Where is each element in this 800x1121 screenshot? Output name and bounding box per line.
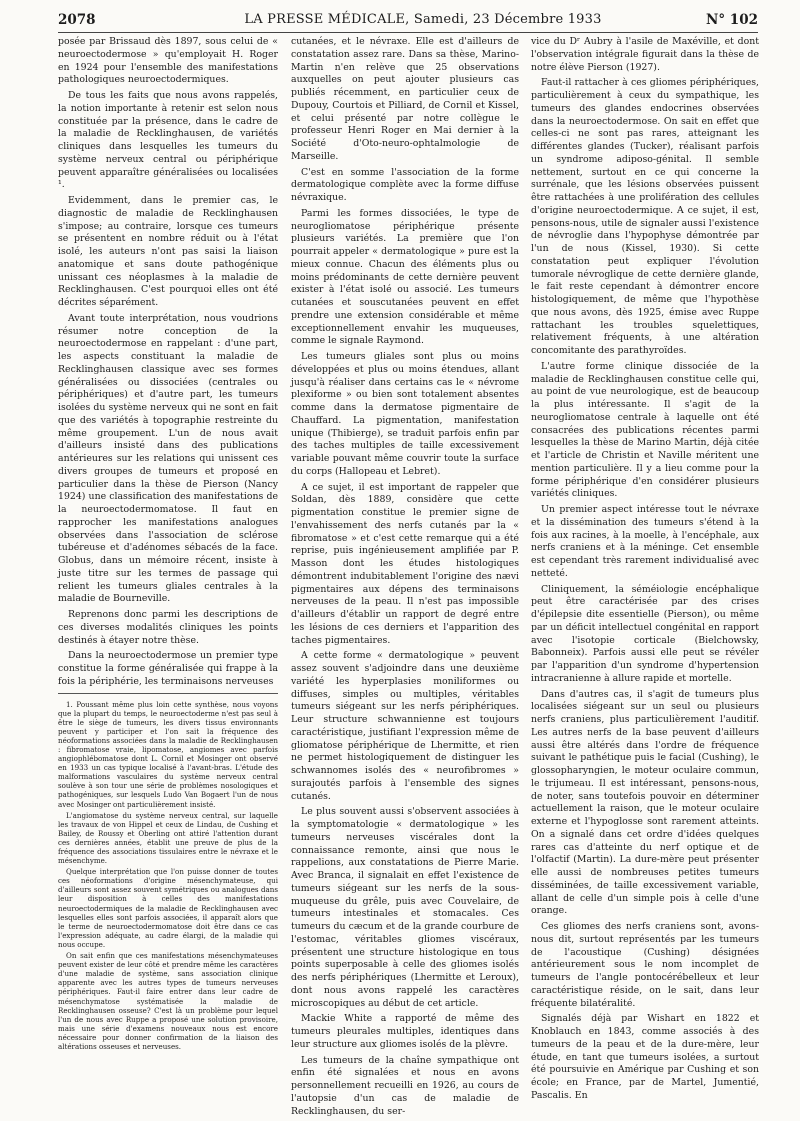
paragraph: Avant toute interprétation, nous voudrions résumer notre conception de la neuroectodermose en rappelant : d'une part, les aspects constituant la maladie de Recklinghausen classique avec ses formes généralisées ou dissociées (centrales ou périphériques) et d'autre part, les tumeurs isolées du système nerveux qui ne sont en fait que des variétés à topographie restreinte du même groupement. L'un de nous avait d'ailleurs insisté dans des publications antérieures sur les relations qui unissent ces divers groupes de tumeurs et proposé en particulier dans la thèse de Pierson (Nancy 1924) une classification des manifestations de la neuroectodermomatose. Il faut en rapprocher les manifestations analogues observées dans l'association de sclérose tubéreuse et d'adénomes sébacés de la face. Globus, dans un mémoire récent, insiste à juste titre sur les termes de passage qui relient les tumeurs gliales centrales à la maladie de Bourneville. [58,312,278,605]
paragraph: Faut-il rattacher à ces gliomes périphériques, particulièrement à ceux du sympathique, les tumeurs des glandes endocrines observées dans la neuroectodermose. On sait en effet que celles-ci ne sont pas rares, atteignant les différentes glandes (Tucker), réalisant parfois un syndrome adiposo-génital. Il semble nettement, surtout en ce qui concerne la surrénale, que les lésions observées puissent être rattachées à une prolifération des cellules d'origine neuroectodermique. A ce sujet, il est, pensons-nous, utile de signaler aussi l'existence de névroglie dans l'hypophyse démontrée par l'un de nous (Kissel, 1930). Si cette constatation peut expliquer l'évolution tumorale névroglique de cette dernière glande, le fait reste cependant à démontrer encore histologiquement, de même que l'hypothèse que nous avons, dès 1925, émise avec Ruppe rattachant les troubles squelettiques, relativement fréquents, à une altération concomitante des parathyroïdes. [531,77,759,356]
page-number: 2078 [58,12,96,28]
paragraph: Un premier aspect intéresse tout le névraxe et la dissémination des tumeurs s'étend à la fois aux racines, à la moelle, à l'encéphale, aux nerfs craniens et à la méninge. Cet ensemble est cependant très rarement individualisé avec netteté. [531,504,759,579]
running-header [58,12,758,34]
paragraph: A cette forme « dermatologique » peuvent assez souvent s'adjoindre dans une deuxième variété les hyperplasies moniliformes ou diffuses, simples ou multiples, véritables tumeurs siégeant sur les nerfs périphériques. Leur structure schwannienne est toujours caractéristique, justifiant l'expression même de gliomatose périphérique de Lhermitte, et rien ne permet histologiquement de distinguer les schwannomes isolés des « neurofibromes » surajoutés parfois à l'ensemble des signes cutanés. [291,650,519,802]
footnotes [58,700,278,1052]
paragraph: L'autre forme clinique dissociée de la maladie de Recklinghausen constitue celle qui, au point de vue neurologique, est de beaucoup la plus intéressante. Il s'agit de la neurogliomatose centrale à laquelle ont été consacrées des publications récentes parmi lesquelles la thèse de Marino Martin, déjà citée et l'article de Christin et Naville méritent une mention particulière. Il y a lieu comme pour la forme périphérique d'en considérer plusieurs variétés cliniques. [531,360,759,500]
issue-number: N° 102 [706,12,758,28]
paragraph: Les tumeurs de la chaîne sympathique ont enfin été signalées et nous en avons personnellement recueilli en 1926, au cours de l'autopsie d'un cas de maladie de Recklinghausen, du ser- [291,1054,519,1117]
paragraph: Cliniquement, la séméiologie encéphalique peut être caractérisée par des crises d'épilepsie dite essentielle (Pierson), ou même par un déficit intellectuel congénital en rapport avec l'isotopie corticale (Bielchowsky, Babonneix). Parfois aussi elle peut se révéler par l'apparition d'un syndrome d'hypertension intracranienne à allure rapide et mortelle. [531,583,759,684]
paragraph: cutanées, et le névraxe. Elle est d'ailleurs de constatation assez rare. Dans sa thèse, Marino-Martin n'en relève que 25 observations auxquelles on peut ajouter plusieurs cas publiés récemment, en particulier ceux de Dupouy, Courtois et Pilliard, de Cornil et Kissel, et celui présenté par notre collègue le professeur Henri Roger en Mai dernier à la Société d'Oto-neuro-ophtalmologie de Marseille. [291,36,519,162]
paragraph: Le plus souvent aussi s'observent associées à la symptomatologie « dermatologique » les tumeurs nerveuses viscérales dont la connaissance remonte, ainsi que nous le rappelions, aux constatations de Pierre Marie. Avec Branca, il signalait en effet l'existence de tumeurs siégeant sur les nerfs de la sous-muqueuse du grêle, puis avec Couvelaire, de tumeurs intestinales et stomacales. Ces tumeurs du cæcum et de la grande courbure de l'estomac, véritables gliomes viscéraux, présentent une structure histologique en tous points superposable à celle des gliomes isolés des nerfs périphériques (Lhermitte et Leroux), dont nous avons rappelé les caractères microscopiques au début de cet article. [291,806,519,1009]
column-2 [291,36,519,1121]
column-1 [58,36,278,1053]
paragraph: Signalés déjà par Wishart en 1822 et Knoblauch en 1843, comme associés à des tumeurs de la peau et de la dure-mère, leur étude, en tant que tumeurs isolées, a surtout été poursuivie en Amérique par Cushing et son école; en France, par de Martel, Jumentié, Pascalis. En [531,1013,759,1101]
paragraph: Ces gliomes des nerfs craniens sont, avons-nous dit, surtout représentés par les tumeurs de l'acoustique (Cushing) désignées antérieurement sous le nom incomplet de tumeurs de l'angle pontocérébelleux et leur caractéristique réside, on le sait, dans leur fréquente bilatéralité. [531,921,759,1009]
paragraph: Mackie White a rapporté de même des tumeurs pleurales multiples, identiques dans leur structure aux gliomes isolés de la plèvre. [291,1013,519,1050]
paragraph: De tous les faits que nous avons rappelés, la notion importante à retenir est selon nous constituée par la présence, dans le cadre de la maladie de Recklinghausen, de variétés cliniques dans lesquelles les tumeurs du système nerveux central ou périphérique peuvent apparaître généralisées ou localisées ¹. [58,90,278,191]
journal-title: LA PRESSE MÉDICALE, Samedi, 23 Décembre 1933 [244,12,602,27]
paragraph: A ce sujet, il est important de rappeler que Soldan, dès 1889, considère que cette pigmentation constitue le premier signe de l'envahissement des nerfs cutanés par la « fibromatose » et c'est cette remarque qui a été reprise, puis ingénieusement amplifiée par P. Masson dont les études histologiques démontrent indubitablement l'origine des nævi pigmentaires aux dépens des terminaisons nerveuses de la peau. Il n'est pas impossible d'ailleurs d'établir un rapport de degré entre les lésions de ces derniers et l'apparition des taches pigmentaires. [291,481,519,646]
paragraph: Les tumeurs gliales sont plus ou moins développées et plus ou moins étendues, allant jusqu'à réaliser dans certains cas le « névrome plexiforme » ou bien sont totalement absentes comme dans la dermatose pigmentaire de Chauffard. La pigmentation, manifestation unique (Thibierge), se traduit parfois enfin par des taches multiples de taille excessivement variable pouvant même couvrir toute la surface du corps (Hallopeau et Lebret). [291,351,519,477]
footnote: On sait enfin que ces manifestations mésenchymateuses peuvent exister de leur côté et prendre même les caractères d'une maladie de système, sans association clinique apparente avec les autres types de tumeurs nerveuses périphériques. Faut-il faire entrer dans leur cadre de mésenchymatose systématisée la maladie de Recklinghausen osseuse? C'est là un problème pour lequel l'un de nous avec Ruppe a proposé une solution provisoire, mais une série d'examens nouveaux nous est encore nécessaire pour donner confirmation de la liaison des altérations osseuses et nerveuses. [58,951,278,1051]
column-3 [531,36,759,1106]
paragraph: C'est en somme l'association de la forme dermatologique complète avec la forme diffuse névraxique. [291,166,519,203]
paragraph: Dans la neuroectodermose un premier type constitue la forme généralisée qui frappe à la fois la périphérie, les terminaisons nerveuses [58,650,278,687]
paragraph: Reprenons donc parmi les descriptions de ces diverses modalités cliniques les points destinés à étayer notre thèse. [58,609,278,646]
paragraph: Dans d'autres cas, il s'agit de tumeurs plus localisées siégeant sur un seul ou plusieurs nerfs craniens, plus particulièrement l'auditif. Les autres nerfs de la base peuvent d'ailleurs aussi être altérés dans l'ordre de fréquence suivant le pathétique puis le facial (Cushing), le glossopharyngien, le moteur oculaire commun, le trijumeau. Il est intéressant, pensons-nous, de noter, sans toutefois pouvoir en déterminer actuellement la raison, que le moteur oculaire externe et l'hypoglosse sont rarement atteints. On a signalé dans cet ordre d'idées quelques rares cas d'atteinte du nerf optique et de l'olfactif (Martin). La dure-mère peut présenter elle aussi de nombreuses petites tumeurs disséminées, de taille excessivement variable, allant de celle d'un simple pois à celle d'une orange. [531,688,759,917]
paragraph: Parmi les formes dissociées, le type de neurogliomatose périphérique présente plusieurs variétés. La première que l'on pourrait appeler « dermatologique » pure est la mieux connue. Chacun des éléments plus ou moins prédominants de cette dernière peuvent exister à l'état isolé ou associé. Les tumeurs cutanées et souscutanées peuvent en effet prendre une extension considérable et même exceptionnellement envahir les muqueuses, comme le signale Raymond. [291,207,519,347]
paragraph: vice du Dʳ Aubry à l'asile de Maxéville, et dont l'observation intégrale figurait dans la thèse de notre élève Pierson (1927). [531,36,759,73]
footnote-separator [58,693,278,694]
footnote: 1. Poussant même plus loin cette synthèse, nous voyons que la plupart du temps, le neuroectoderme n'est pas seul à être le siège de tumeurs, les divers tissus environnants peuvent y participer et l'on sait la fréquence des néoformations associées dans la maladie de Recklinghausen : fibromatose vraie, lipomatose, angiomes avec parfois angiophlébomatose dont L. Cornil et Mosinger ont observé en 1933 un cas typique localisé à l'avant-bras. L'étude des malformations vasculaires du système nerveux central soulève à son tour une série de problèmes nosologiques et pathogéniques, sur lesquels Ludo Van Bogaert l'un de nous avec Mosinger ont particulièrement insisté. [58,699,278,809]
footnote: L'angiomatose du système nerveux central, sur laquelle les travaux de von Hippel et ceux de Lindau, de Cushing et Bailey, de Roussy et Oberling ont attiré l'attention durant ces dernières années, établit une preuve de plus de la fréquence des associations tissulaires entre le névraxe et le mésenchyme. [58,810,278,866]
paragraph: Evidemment, dans le premier cas, le diagnostic de maladie de Recklinghausen s'impose; au contraire, lorsque ces tumeurs se présentent en nombre réduit ou à l'état isolé, les auteurs n'ont pas saisi la liaison anatomique et sans doute pathogénique unissant ces néoplasmes à la maladie de Recklinghausen. C'est pourquoi elles ont été décrites séparément. [58,195,278,308]
header-rule [58,32,758,33]
paragraph: posée par Brissaud dès 1897, sous celui de « neuroectodermose » qu'employait H. Roger en 1924 pour l'ensemble des manifestations pathologiques neuroectodermiques. [58,36,278,86]
footnote: Quelque interprétation que l'on puisse donner de toutes ces néoformations d'origine mésenchymateuse, qui d'ailleurs sont assez souvent symétriques ou analogues dans leur disposition à celles des manifestations neuroectodermiques de la maladie de Recklinghausen avec lesquelles elles sont parfois associées, il apparaît alors que le terme de neuroectodermomatose doit être dans ce cas l'expression adéquate, au cadre élargi, de la maladie qui nous occupe. [58,867,278,949]
